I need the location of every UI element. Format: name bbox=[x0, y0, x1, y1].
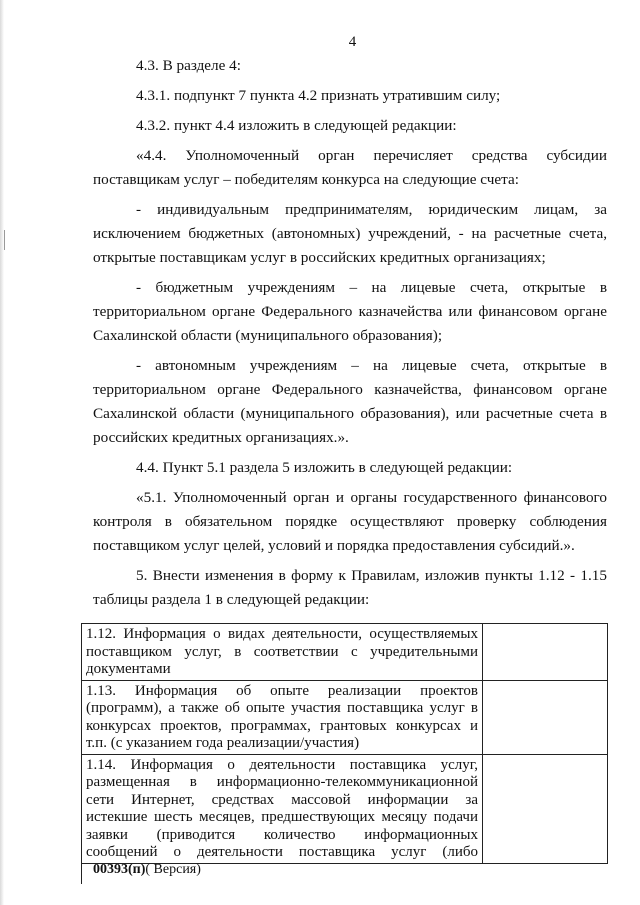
table-row bbox=[82, 624, 608, 681]
document-code: 00393(п) bbox=[93, 862, 146, 877]
table-row bbox=[82, 755, 608, 864]
bullet-individuals-line-1: - индивидуальным предпринимателям, юридическим лицам, за bbox=[136, 201, 607, 218]
table-text-line: т.п. (с указанием года реализации/участия) bbox=[86, 735, 360, 751]
bullet-individuals-line-2: исключением бюджетных (автономных) учреждений, - на расчетные счета, bbox=[93, 225, 607, 242]
table-text-line: 1.14. Информация о деятельности поставщика услуг, bbox=[86, 756, 478, 773]
table-cell-description bbox=[82, 755, 483, 863]
paragraph-4-4-point: 4.4. Пункт 5.1 раздела 5 изложить в следующей редакции: bbox=[136, 459, 513, 476]
bullet-individuals-line-3: открытые поставщикам услуг в российских кредитных организациях; bbox=[93, 249, 546, 266]
table-cell-value bbox=[483, 681, 608, 754]
document-footer bbox=[93, 862, 201, 878]
table-text-line: документами bbox=[86, 661, 171, 677]
paragraph-4-4-line-2: поставщикам услуг – победителям конкурса на следующие счета: bbox=[93, 171, 519, 188]
table-text-line: заявки (приводится количество информационных bbox=[86, 826, 478, 843]
table-cell-value bbox=[483, 755, 608, 863]
table-text-line: размещенная в информационно-телекоммуникационной bbox=[86, 774, 478, 790]
bullet-autonomous-line-4: российских кредитных организациях.». bbox=[93, 429, 349, 446]
bullet-budget-line-1: - бюджетным учреждениям – на лицевые счета, открытые в bbox=[136, 279, 607, 296]
bullet-budget-line-3: Сахалинской области (муниципального образования); bbox=[93, 327, 443, 344]
paragraph-4-3: 4.3. В разделе 4: bbox=[136, 57, 241, 74]
bullet-autonomous-line-2: территориальном органе Федерального казначейства, финансовом органе bbox=[93, 381, 607, 398]
table-text-line: сообщений о деятельности поставщика услуг (либо bbox=[86, 844, 478, 860]
bullet-autonomous-line-1: - автономным учреждениям – на лицевые счета, открытые в bbox=[136, 357, 607, 374]
page-number: 4 bbox=[348, 34, 357, 50]
paragraph-4-3-1: 4.3.1. подпункт 7 пункта 4.2 признать утратившим силу; bbox=[136, 87, 501, 104]
paragraph-5-1-line-2: контроля в обязательном порядке осуществляют проверку соблюдения bbox=[93, 513, 607, 530]
table-cell-description bbox=[82, 681, 483, 754]
bullet-autonomous-line-3: Сахалинской области (муниципального образования), или расчетные счета в bbox=[93, 405, 607, 422]
table-cell-description bbox=[82, 624, 483, 680]
scan-mark bbox=[4, 230, 5, 250]
document-version: ( Версия) bbox=[145, 862, 201, 877]
table-text-line: истекшие шесть месяцев, предшествующих месяцу подачи bbox=[86, 809, 478, 825]
form-table bbox=[81, 623, 608, 884]
table-text-line: 1.12. Информация о видах деятельности, осуществляемых bbox=[86, 626, 478, 642]
bullet-budget-line-2: территориальном органе Федерального казначейства или финансовом органе bbox=[93, 303, 607, 320]
table-text-line: конкурсах проектов, программах, грантовых конкурсах и bbox=[86, 717, 478, 734]
paragraph-5-line-2: таблицы раздела 1 в следующей редакции: bbox=[93, 591, 370, 608]
paragraph-4-4-line-1: «4.4. Уполномоченный орган перечисляет средства субсидии bbox=[136, 147, 607, 164]
paragraph-5-line-1: 5. Внести изменения в форму к Правилам, изложив пункты 1.12 - 1.15 bbox=[136, 567, 607, 584]
table-row bbox=[82, 681, 608, 755]
paragraph-5-1-line-1: «5.1. Уполномоченный орган и органы государственного финансового bbox=[136, 489, 607, 506]
paragraph-4-3-2: 4.3.2. пункт 4.4 изложить в следующей редакции: bbox=[136, 117, 457, 134]
table-cell-value bbox=[483, 624, 608, 680]
scan-shadow-edge bbox=[0, 0, 4, 905]
table-text-line: поставщиком услуг, в соответствии с учредительными bbox=[86, 643, 478, 660]
table-text-line: (программ), а также об опыте участия поставщика услуг в bbox=[86, 700, 478, 716]
table-text-line: сети Интернет, средствах массовой информации за bbox=[86, 791, 478, 808]
paragraph-5-1-line-3: поставщиком услуг целей, условий и порядка предоставления субсидий.». bbox=[93, 537, 575, 554]
table-text-line: 1.13. Информация об опыте реализации проектов bbox=[86, 682, 478, 699]
